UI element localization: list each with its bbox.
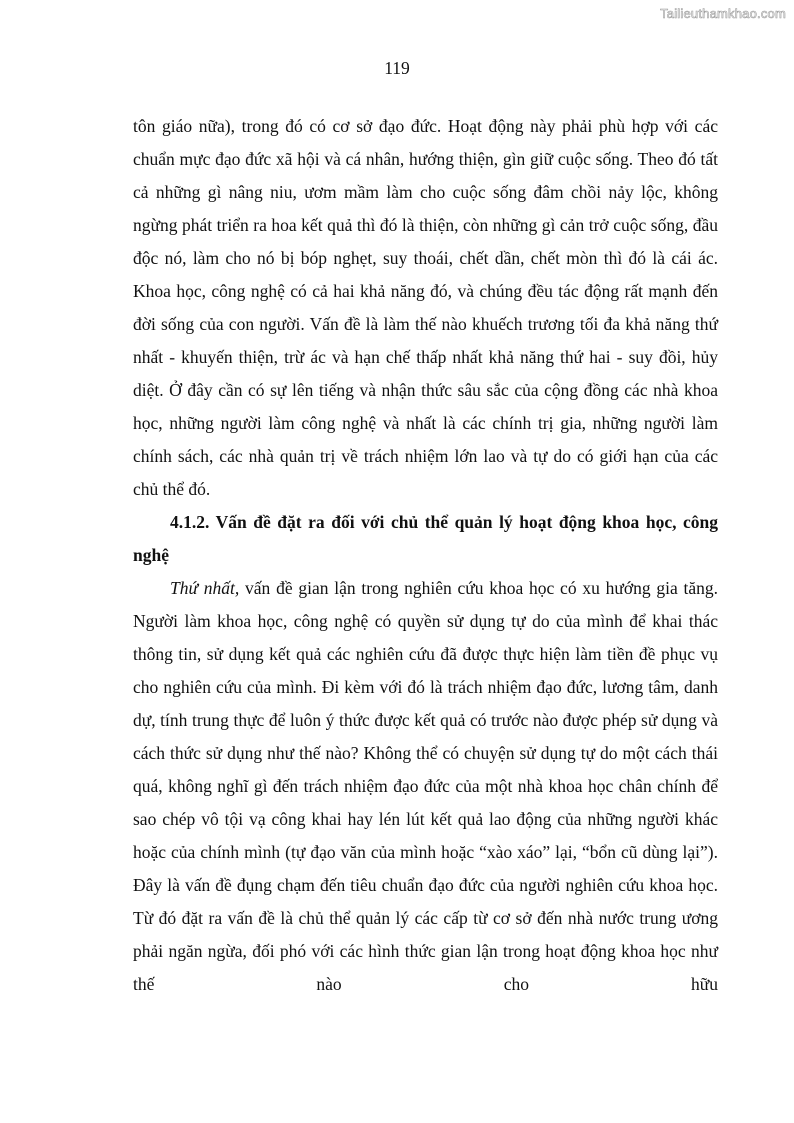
page-number: 119: [384, 58, 410, 78]
paragraph-2: [133, 572, 718, 1001]
paragraph-2-lead: Thứ nhất,: [170, 578, 240, 598]
section-heading: 4.1.2. Vấn đề đặt ra đối với chủ thể quản lý hoạt động khoa học, công nghệ: [133, 512, 718, 565]
paragraph-2-text: vấn đề gian lận trong nghiên cứu khoa học có xu hướng gia tăng. Người làm khoa học, công nghệ có quyền sử dụng tự do của mình để khai thác thông tin, sử dụng kết quả các nghiên cứu đã được thực hiện làm tiền đề phục vụ cho nghiên cứu của mình. Đi kèm với đó là trách nhiệm đạo đức, lương tâm, danh dự, tính trung thực để luôn ý thức được kết quả có trước nào được phép sử dụng và cách thức sử dụng như thế nào? Không thể có chuyện sử dụng tự do một cách thái quá, không nghĩ gì đến trách nhiệm đạo đức của một nhà khoa học chân chính để sao chép vô tội vạ công khai hay lén lút kết quả lao động của những người khác hoặc của chính mình (tự đạo văn của mình hoặc “xào xáo” lại, “bổn cũ dùng lại”). Đây là vấn đề đụng chạm đến tiêu chuẩn đạo đức của người nghiên cứu khoa học. Từ đó đặt ra vấn đề là chủ thể quản lý các cấp từ cơ sở đến nhà nước trung ương phải ngăn ngừa, đối phó với các hình thức gian lận trong hoạt động khoa học như thế nào cho hữu: [133, 578, 718, 994]
watermark: Tailieuthamkhao.com: [660, 6, 786, 21]
document-body: [133, 110, 718, 1001]
paragraph-1: tôn giáo nữa), trong đó có cơ sở đạo đức. Hoạt động này phải phù hợp với các chuẩn mực đạo đức xã hội và cá nhân, hướng thiện, gìn giữ cuộc sống. Theo đó tất cả những gì nâng niu, ươm mầm làm cho cuộc sống đâm chồi nảy lộc, không ngừng phát triển ra hoa kết quả thì đó là thiện, còn những gì cản trở cuộc sống, đầu độc nó, làm cho nó bị bóp nghẹt, suy thoái, chết dần, chết mòn thì đó là cái ác. Khoa học, công nghệ có cả hai khả năng đó, và chúng đều tác động rất mạnh đến đời sống của con người. Vấn đề là làm thế nào khuếch trương tối đa khả năng thứ nhất - khuyến thiện, trừ ác và hạn chế thấp nhất khả năng thứ hai - suy đồi, hủy diệt. Ở đây cần có sự lên tiếng và nhận thức sâu sắc của cộng đồng các nhà khoa học, những người làm công nghệ và nhất là các chính trị gia, những người làm chính sách, các nhà quản trị về trách nhiệm lớn lao và tự do có giới hạn của các chủ thể đó.: [133, 116, 718, 499]
